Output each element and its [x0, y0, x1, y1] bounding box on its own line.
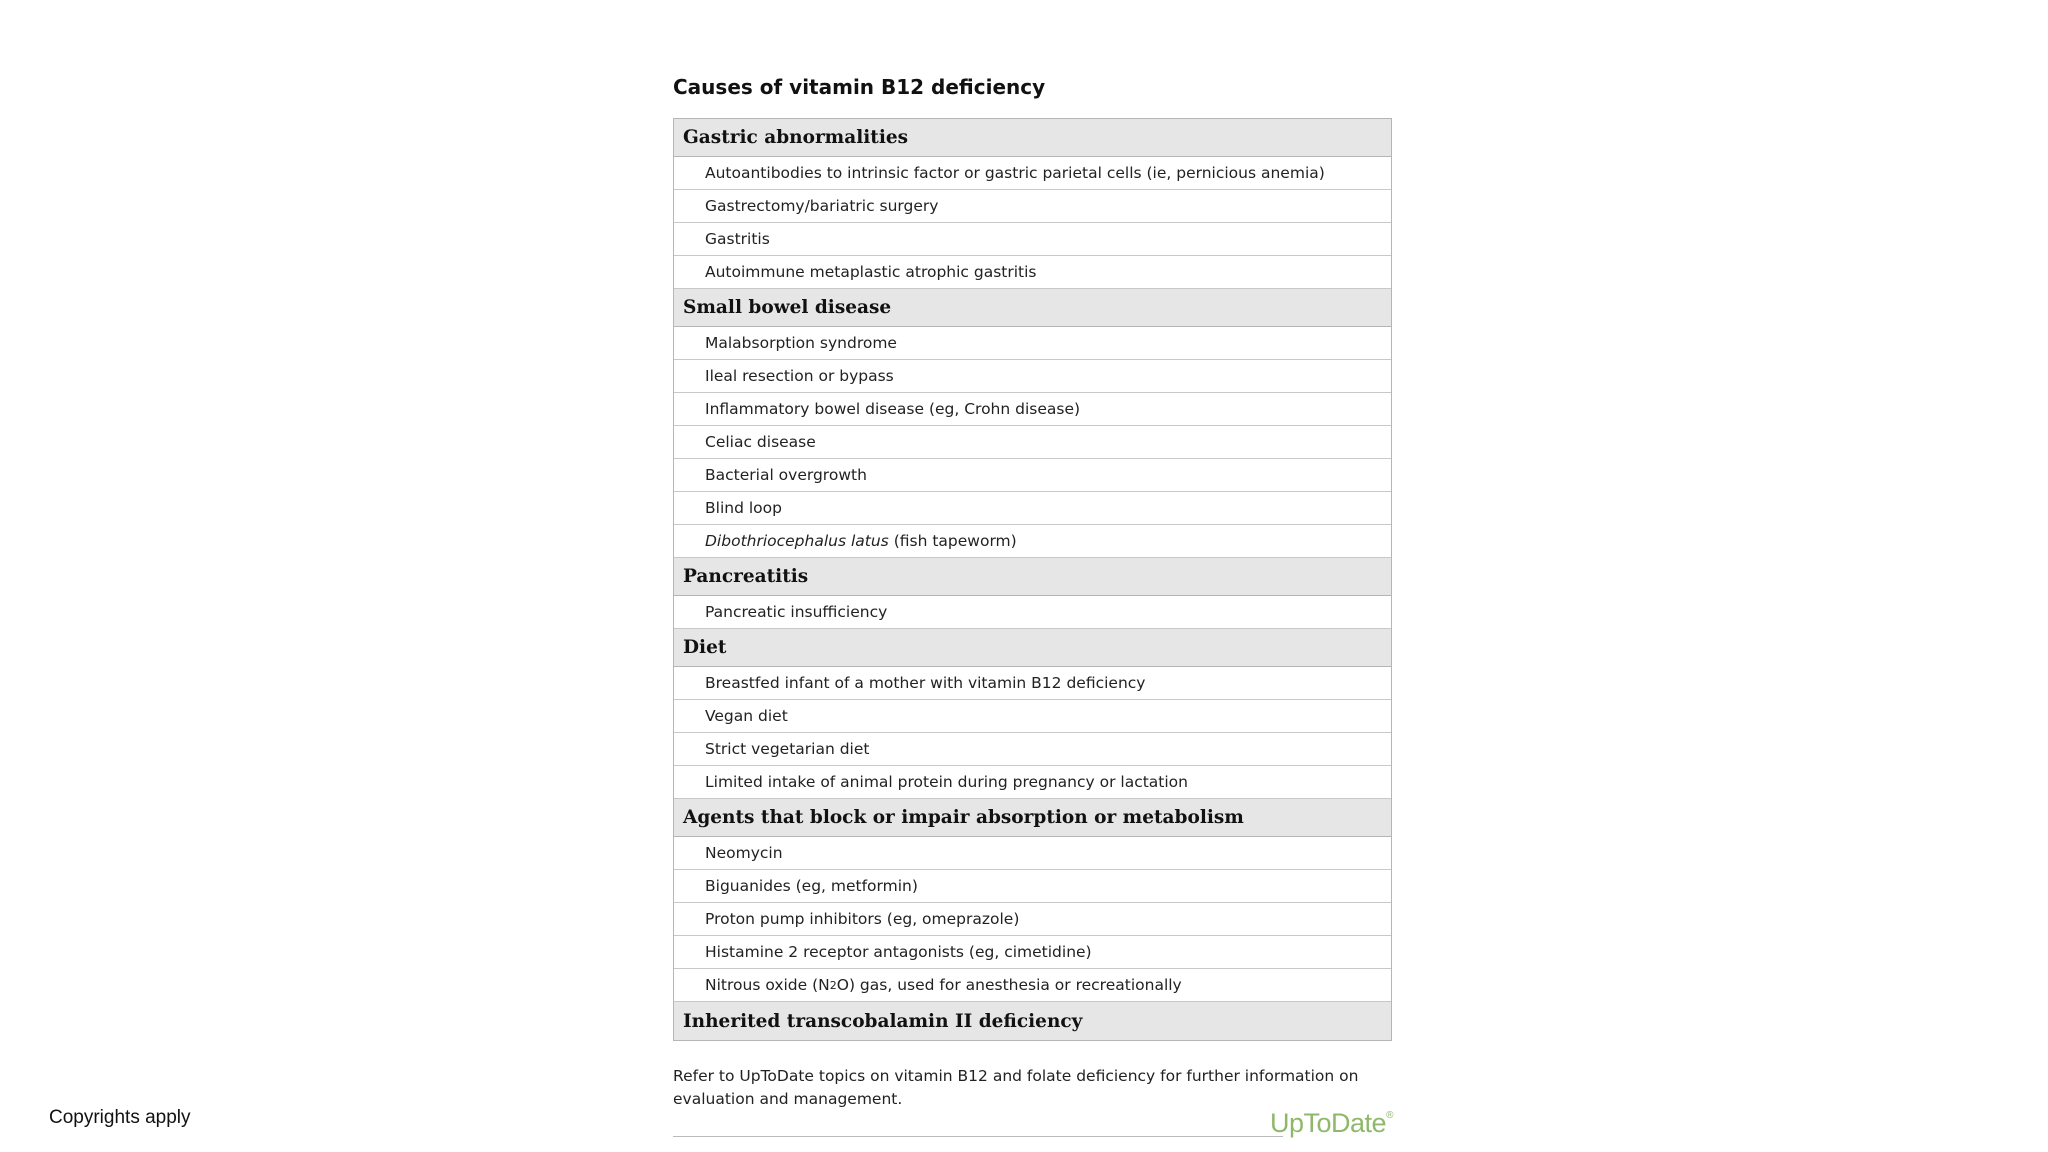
table-row: Autoimmune metaplastic atrophic gastritis	[674, 256, 1391, 289]
section-header-agents: Agents that block or impair absorption or metabolism	[674, 799, 1391, 837]
species-common-name: (fish tapeworm)	[888, 532, 1017, 550]
species-name: Dibothriocephalus latus	[705, 532, 889, 550]
table-row: Inflammatory bowel disease (eg, Crohn disease)	[674, 393, 1391, 426]
table-row: Neomycin	[674, 837, 1391, 870]
footnote: Refer to UpToDate topics on vitamin B12 and folate deficiency for further information on evaluation and management.	[673, 1067, 1359, 1108]
footer-divider	[673, 1136, 1283, 1137]
table-row: Ileal resection or bypass	[674, 360, 1391, 393]
copyright-notice: Copyrights apply	[49, 1107, 191, 1128]
table-row: Celiac disease	[674, 426, 1391, 459]
table-row: Bacterial overgrowth	[674, 459, 1391, 492]
table-row: Proton pump inhibitors (eg, omeprazole)	[674, 903, 1391, 936]
table-row: Gastrectomy/bariatric surgery	[674, 190, 1391, 223]
table-row-tapeworm	[674, 525, 1391, 558]
table-row: Pancreatic insufficiency	[674, 596, 1391, 629]
table-row: Malabsorption syndrome	[674, 327, 1391, 360]
table-row: Blind loop	[674, 492, 1391, 525]
section-header-gastric: Gastric abnormalities	[674, 119, 1391, 157]
table-row: Strict vegetarian diet	[674, 733, 1391, 766]
registered-mark: ®	[1386, 1110, 1393, 1121]
section-header-pancreatitis: Pancreatitis	[674, 558, 1391, 596]
section-header-inherited: Inherited transcobalamin II deficiency	[674, 1002, 1391, 1040]
table-row: Breastfed infant of a mother with vitamin B12 deficiency	[674, 667, 1391, 700]
nitrous-subscript: 2	[829, 978, 837, 992]
section-header-small-bowel: Small bowel disease	[674, 289, 1391, 327]
table-row: Autoantibodies to intrinsic factor or gastric parietal cells (ie, pernicious anemia)	[674, 157, 1391, 190]
nitrous-text-after: O) gas, used for anesthesia or recreationally	[836, 976, 1182, 994]
table-row: Vegan diet	[674, 700, 1391, 733]
nitrous-text-before: Nitrous oxide (N	[705, 976, 830, 994]
causes-table	[673, 118, 1392, 1041]
section-header-diet: Diet	[674, 629, 1391, 667]
table-row: Gastritis	[674, 223, 1391, 256]
table-title: Causes of vitamin B12 deficiency	[673, 75, 1046, 99]
table-row: Limited intake of animal protein during pregnancy or lactation	[674, 766, 1391, 799]
table-row: Histamine 2 receptor antagonists (eg, cimetidine)	[674, 936, 1391, 969]
logo-text: UpToDate	[1270, 1108, 1387, 1138]
table-row: Biguanides (eg, metformin)	[674, 870, 1391, 903]
table-row-nitrous-oxide	[674, 969, 1391, 1002]
uptodate-logo	[1270, 1108, 1393, 1139]
